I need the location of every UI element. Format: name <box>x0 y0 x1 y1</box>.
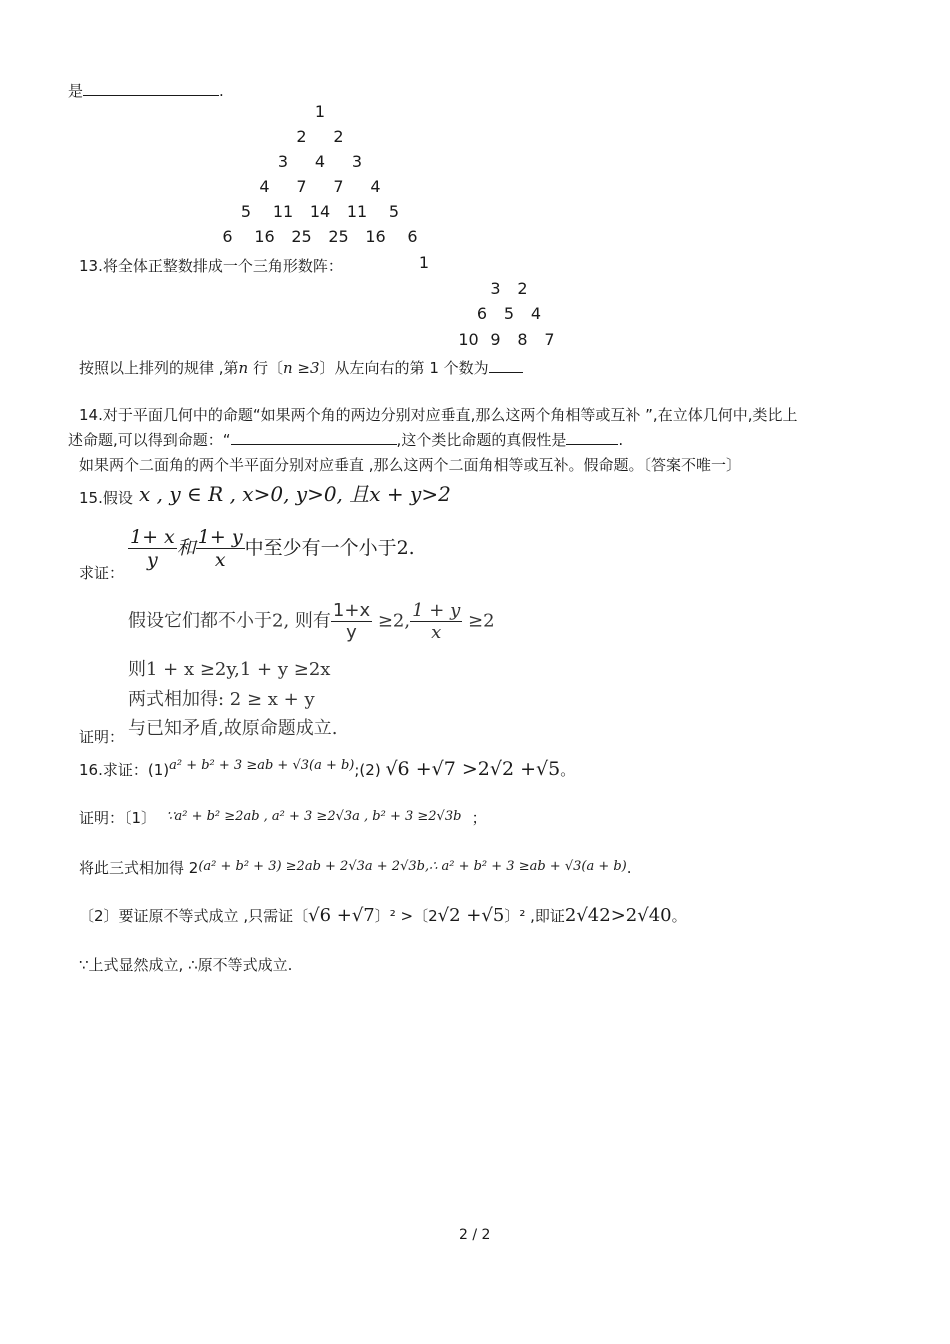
q14-blank-2 <box>566 430 618 445</box>
q16-conclusion: ∵上式显然成立, ∴原不等式成立. <box>79 956 293 974</box>
triangle1-cell: 16 <box>365 227 386 246</box>
page-number: 2 / 2 <box>459 1227 491 1243</box>
fraction-2 <box>196 526 245 571</box>
triangle2-cell: 5 <box>503 304 515 323</box>
triangle2-cell: 3 <box>490 278 501 298</box>
triangle1-cell: 25 <box>291 227 312 246</box>
q16-sum-tail: ,∴ a² + b² + 3 ≥ab + √3(a + b) <box>424 859 627 874</box>
q16-label: 16.求证：(1) <box>79 761 170 779</box>
q16-line <box>79 758 575 780</box>
q15-proof-line2: 则1 + x ≥2y,1 + y ≥2x <box>128 659 331 680</box>
q16-end: 。 <box>560 761 576 779</box>
triangle2-cell: 9 <box>490 329 501 349</box>
top-prefix: 是 <box>68 82 84 100</box>
q14-blank-1 <box>231 430 397 445</box>
q16-p2-a: 〔2〕要证原不等式成立 ,只需证〔 <box>79 907 309 925</box>
q16-sum-end: . <box>626 859 632 877</box>
q14-line2-b: ,这个类比命题的真假性是 <box>396 431 567 449</box>
triangle1-cell: 5 <box>240 202 252 221</box>
q16-sep: ;(2) <box>354 761 386 779</box>
triangle2-cell: 6 <box>476 304 488 323</box>
top-suffix: . <box>219 82 224 100</box>
q13-blank <box>489 358 523 373</box>
triangle1-cell: 2 <box>296 127 307 146</box>
q14-answer: 如果两个二面角的两个半平面分别对应垂直 ,那么这两个二面角相等或互补。假命题。〔答案不唯一〕 <box>79 456 742 474</box>
q16-proof1-math: ∵a² + b² ≥2ab , a² + 3 ≥2√3a , b² + 3 ≥2√3b <box>166 809 462 824</box>
q15-condition: x , y ∈ R , x>0, y>0, 且x + y>2 <box>139 482 451 506</box>
q15-p1-a: 假设它们都不小于2, 则有 <box>128 610 331 632</box>
q14-line2-a: 述命题,可以得到命题：“ <box>68 431 231 449</box>
q15-prove-label: 求证： <box>79 564 125 582</box>
q14-line2 <box>68 429 623 450</box>
q13-follow-b: 行〔 <box>248 359 283 377</box>
q13-n: n <box>238 359 249 377</box>
triangle2-cell: 8 <box>517 329 528 349</box>
q15-proof-label: 证明： <box>79 728 125 746</box>
q15-p1-mid: ≥2, <box>377 610 411 632</box>
triangle1-cell: 4 <box>314 152 326 171</box>
top-fill-line <box>68 80 224 101</box>
triangle2-cell: 4 <box>530 304 542 323</box>
q16-p2-b: 〕² >〔2 <box>374 907 438 925</box>
q16-part2 <box>79 905 687 926</box>
triangle1-cell: 7 <box>296 177 307 196</box>
fraction-3-num: 1+x <box>332 600 371 621</box>
triangle1-cell: 4 <box>370 177 381 196</box>
blank-line <box>83 81 219 96</box>
fraction-4-den: x <box>431 622 442 643</box>
q16-p2-m3: 2√42>2√40 <box>564 905 672 926</box>
triangle1-cell: 11 <box>346 202 368 221</box>
fraction-1 <box>128 526 177 571</box>
triangle1-cell: 3 <box>277 152 289 171</box>
triangle2-cell: 2 <box>517 278 528 298</box>
q16-proof1-end: ； <box>471 809 487 827</box>
q16-proof1-label: 证明：〔1〕 <box>79 809 157 827</box>
triangle2-cell: 1 <box>418 253 430 272</box>
fraction-2-den: x <box>214 549 226 571</box>
q13-follow <box>79 357 523 378</box>
q16-sum-label: 将此三式相加得 2 <box>79 859 199 877</box>
q15-proof-line3: 两式相加得: 2 ≥ x + y <box>128 689 315 710</box>
q13-cond: n ≥3 <box>283 359 320 377</box>
triangle1-cell: 16 <box>254 227 275 246</box>
triangle1-cell: 6 <box>222 227 233 246</box>
triangle1-cell: 14 <box>309 202 331 221</box>
q14-line2-c: . <box>618 431 624 449</box>
q16-p2-end: 。 <box>671 907 687 925</box>
q15-p1-end: ≥2 <box>467 610 495 632</box>
q16-p2-m1: √6 +√7 <box>308 905 375 926</box>
q13-text: 13.将全体正整数排成一个三角形数阵： <box>79 257 343 275</box>
q16-sum-math: (a² + b² + 3) ≥2ab + 2√3a + 2√3b <box>198 859 425 874</box>
triangle1-cell: 4 <box>259 177 270 196</box>
triangle1-cell: 7 <box>333 177 344 196</box>
q15-label: 15.假设 <box>79 489 133 507</box>
triangle1-cell: 1 <box>314 102 326 121</box>
triangle1-cell: 5 <box>388 202 400 221</box>
fraction-4 <box>410 600 462 643</box>
q16-p2-m2: √2 +√5 <box>437 905 505 926</box>
q16-ineq1: a² + b² + 3 ≥ab + √3(a + b) <box>169 758 355 773</box>
q15-he: 和 <box>176 537 196 559</box>
fraction-3 <box>331 600 372 643</box>
q15-statement <box>128 526 415 571</box>
triangle1-cell: 6 <box>407 227 418 246</box>
fraction-1-num: 1+ x <box>130 526 175 548</box>
triangle2-cell: 10 <box>458 329 479 349</box>
triangle1-cell: 25 <box>328 227 349 246</box>
triangle1-cell: 11 <box>272 202 294 221</box>
triangle1-cell: 3 <box>351 152 363 171</box>
triangle1-cell: 2 <box>333 127 344 146</box>
q16-p2-c: 〕² ,即证 <box>504 907 565 925</box>
q16-sum <box>79 857 632 878</box>
q13-follow-c: 〕从左向右的第 1 个数为 <box>319 359 489 377</box>
q15-proof-line4: 与已知矛盾,故原命题成立. <box>128 718 338 739</box>
q16-ineq2: √6 +√7 >2√2 +√5 <box>385 758 561 780</box>
fraction-2-num: 1+ y <box>197 526 243 548</box>
fraction-1-den: y <box>147 549 158 571</box>
q13-follow-a: 按照以上排列的规律 ,第 <box>79 359 239 377</box>
q15-proof-line1 <box>128 600 495 643</box>
q15-prove-tail: 中至少有一个小于2. <box>244 537 415 559</box>
fraction-3-den: y <box>346 622 357 643</box>
q14-line1: 14.对于平面几何中的命题“如果两个角的两边分别对应垂直,那么这两个角相等或互补 ”,在立体几何中,类比上 <box>79 406 798 424</box>
q16-proof1 <box>79 807 487 828</box>
fraction-4-num: 1 + y <box>412 600 461 621</box>
triangle2-cell: 7 <box>544 329 555 349</box>
